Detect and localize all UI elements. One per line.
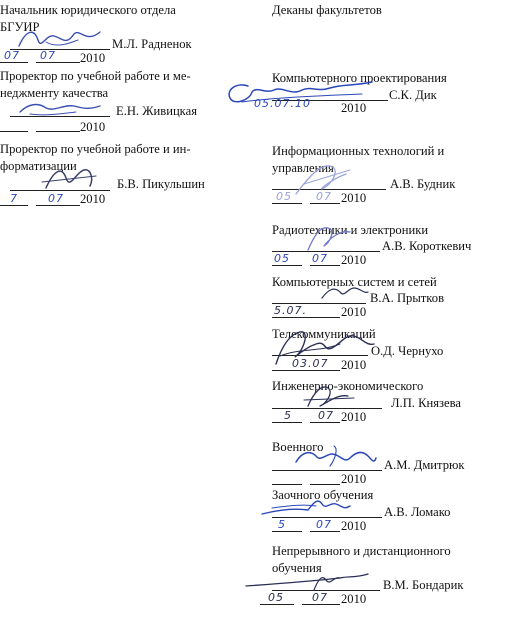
date-day-line — [260, 604, 294, 605]
date-line — [272, 317, 340, 318]
date-month-line — [36, 62, 80, 63]
faculty-name: Радиотехники и электроники — [272, 223, 429, 237]
handwritten-signature — [40, 164, 100, 194]
handwritten-day: 5 — [278, 518, 286, 531]
handwritten-month: 07 — [312, 252, 328, 265]
faculty-name: Компьютерных систем и сетей — [272, 275, 437, 289]
handwritten-day: 5 — [284, 409, 292, 422]
handwritten-day: 07 — [4, 49, 20, 62]
date-year: 2010 — [80, 192, 106, 206]
date-day-line — [0, 62, 28, 63]
date-month-line — [310, 531, 340, 532]
handwritten-signature — [300, 380, 360, 412]
signatory-name: В.А. Прытков — [370, 291, 445, 305]
signatory-name: М.Л. Радненок — [112, 37, 192, 51]
date-month-line — [36, 205, 80, 206]
date-year: 2010 — [341, 472, 367, 486]
handwritten-month: 07 — [316, 190, 332, 203]
handwritten-signature — [300, 220, 360, 256]
date-month-line — [310, 265, 340, 266]
faculty-name: Непрерывного и дистанционного — [272, 544, 451, 558]
signatory-name: А.В. Будник — [390, 177, 456, 191]
signatory-name: Е.Н. Живицкая — [116, 104, 197, 118]
signatory-name: С.К. Дик — [389, 88, 437, 102]
handwritten-day: 05 — [268, 591, 284, 604]
date-year: 2010 — [341, 592, 367, 606]
handwritten-date: 5.07. — [274, 304, 307, 317]
date-year: 2010 — [341, 519, 367, 533]
faculty-name: Компьютерного проектирования — [272, 71, 447, 85]
faculty-name: Военного — [272, 440, 324, 454]
handwritten-month: 07 — [318, 409, 334, 422]
position-title-cont: форматизации — [0, 159, 77, 173]
signatory-name: А.В. Короткевич — [382, 239, 472, 253]
date-month-line — [310, 484, 340, 485]
faculty-name: Информационных технологий и — [272, 144, 445, 158]
position-title: Проректор по учебной работе и ме- — [0, 69, 191, 83]
position-title: Начальник юридического отдела — [0, 3, 176, 17]
faculty-name: Инженерно-экономического — [272, 379, 424, 393]
section-header: Деканы факультетов — [272, 3, 382, 17]
handwritten-day: 7 — [10, 192, 18, 205]
handwritten-signature — [258, 494, 358, 522]
date-day-line — [272, 203, 302, 204]
date-month-line — [36, 131, 80, 132]
handwritten-signature — [290, 444, 380, 476]
date-year: 2010 — [341, 358, 367, 372]
handwritten-date: 05.07.10 — [254, 97, 311, 110]
signatory-name: О.Д. Чернухо — [371, 344, 444, 358]
faculty-name: Телекоммуникаций — [272, 327, 376, 341]
faculty-name-cont: обучения — [272, 561, 322, 575]
date-day-line — [272, 484, 302, 485]
handwritten-day: 05 — [274, 252, 290, 265]
signatory-name: А.В. Ломако — [384, 505, 451, 519]
date-year: 2010 — [341, 101, 367, 115]
handwritten-month: 07 — [48, 192, 64, 205]
date-line — [272, 370, 340, 371]
date-year: 2010 — [341, 305, 367, 319]
signatory-name: В.М. Бондарик — [383, 578, 464, 592]
signatory-name: Л.П. Князева — [391, 396, 461, 410]
date-month-line — [302, 604, 340, 605]
position-title-cont: БГУИР — [0, 20, 40, 34]
signatory-name: Б.В. Пикульшин — [117, 177, 205, 191]
date-year: 2010 — [341, 410, 367, 424]
handwritten-month: 07 — [316, 518, 332, 531]
position-title-cont: неджменту качества — [0, 86, 109, 100]
handwritten-month: 07 — [40, 49, 56, 62]
date-day-line — [272, 531, 302, 532]
date-year: 2010 — [80, 51, 106, 65]
date-year: 2010 — [341, 191, 367, 205]
date-day-line — [0, 131, 28, 132]
date-year: 2010 — [80, 120, 106, 134]
date-year: 2010 — [341, 253, 367, 267]
date-month-line — [310, 203, 340, 204]
handwritten-signature — [318, 280, 372, 306]
handwritten-month: 07 — [312, 591, 328, 604]
faculty-name: Заочного обучения — [272, 488, 374, 502]
date-day-line — [272, 265, 302, 266]
handwritten-signature — [16, 26, 106, 54]
date-month-line — [310, 422, 340, 423]
position-title: Проректор по учебной работе и ин- — [0, 142, 191, 156]
faculty-name-cont: управления — [272, 161, 334, 175]
handwritten-day: 05 — [276, 190, 292, 203]
date-day-line — [0, 205, 28, 206]
signatory-name: А.М. Дмитрюк — [384, 458, 465, 472]
handwritten-signature — [16, 96, 106, 122]
handwritten-date: 03.07 — [292, 357, 329, 370]
date-day-line — [272, 422, 302, 423]
